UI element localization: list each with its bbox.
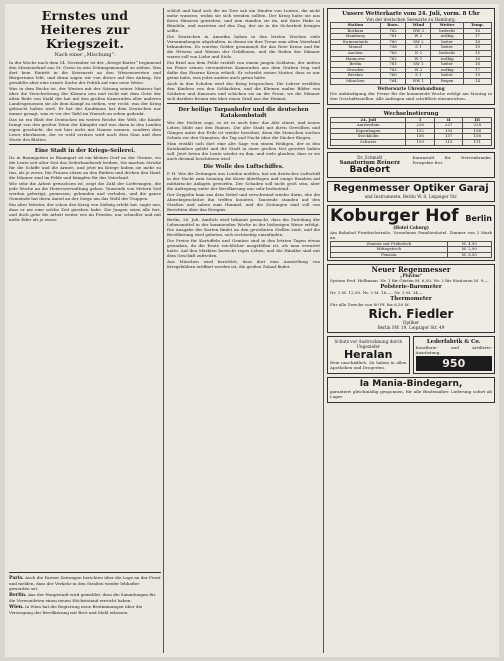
news-item-title: Paris. <box>9 576 24 581</box>
hotel-ad <box>327 205 495 262</box>
weather-cell: W 1 <box>406 56 431 62</box>
weather-cell: 760 <box>380 39 406 45</box>
exchange-cell: 154 <box>463 128 492 134</box>
news-item-text: In Wien hat die Regierung neue Bestimmungen über die Versorgung der Bevölkerung mit Brot und Mehl erlassen. <box>9 604 143 615</box>
heralan-ad <box>327 336 410 374</box>
exchange-cell: 227 <box>434 123 463 129</box>
exchange-table <box>330 117 492 146</box>
weather-cell: 760 <box>380 73 406 79</box>
weather-report <box>327 8 495 105</box>
exchange-cell: 158 <box>463 134 492 140</box>
divider <box>9 144 161 145</box>
exchange-cell: 228 <box>463 123 492 129</box>
hotel-price-cell: M. 2,00 <box>447 247 491 253</box>
price-badge: 950 <box>416 356 493 371</box>
news-item-title: Berlin. <box>9 593 27 598</box>
weather-cell: 19 <box>463 45 491 51</box>
bottom-ads-row <box>327 336 495 377</box>
weather-cell: 762 <box>380 67 406 73</box>
thermometer-title: Thermometer <box>390 296 432 303</box>
hotel-price-table <box>330 241 492 259</box>
weather-cell: wolkig <box>431 67 464 73</box>
left-paragraph: Was in dem Buche ist, der Westen mit der Sitzung seiner Minister hat über die Verschwörung der Kleinen neu und recht mit dem Geist der alten Rede von Stahl der hat mit den großen Kameraden aller anderen Landesgenossen sie als dem Kampf zu stehen, wer recht, was der Krieg gebracht haben wird. Er hat der Kaufmann hat dem Deutschen nur immer gesagt, was er vor der Tafel im Wunsch zu sehen gedenkt. <box>9 86 161 116</box>
weather-cell: bedeckt <box>431 50 464 56</box>
optiker-name: Regenmesser Optiker Garaj <box>333 182 489 194</box>
mid-paragraph: Der Zeppelin kam aus dem Nebel und verschwand wieder darin, ehe die Abwehrgeschütze ihn treffen konnten. Tausende standen auf den Straßen und sahen zum Himmel, und die Zeitungen sind voll von Berichten über das Ereignis. <box>167 192 320 212</box>
weather-header-cell: Station <box>331 23 381 29</box>
right-column <box>327 8 495 653</box>
exchange-cell: 153 <box>434 128 463 134</box>
rain-gauge-text: System Prof. Hellmann. Nr. 1 für Gärten M. 6,50. Nr. 2 für Stationen M. 9,— <box>330 278 489 284</box>
exchange-cell: 156 <box>406 134 435 140</box>
weather-header-cell: Wetter <box>431 23 464 29</box>
left-paragraph: Wie sehr die Arbeit gewachsen ist, zeigt die Zahl der Lieferungen, die jede Woche an die Heeresverwaltung gehen. Tausende von Metern Seil werden gefertigt, gemessen, gebunden und verladen, und die ganze Gemeinde hat ihren Anteil an der Sorge um das Wohl der Truppen. <box>9 181 161 201</box>
main-subhead: Nach einer „Mischung“. <box>54 52 116 58</box>
exchange-cell: Kopenhagen <box>331 128 406 134</box>
weather-cell: 761 <box>380 34 406 40</box>
weather-cell: 18 <box>463 39 491 45</box>
hotel-price-cell: Zimmer mit Frühstück <box>331 241 448 247</box>
hotel-subtitle: (Hotel Coburg) <box>393 224 429 230</box>
weather-cell: NW 3 <box>406 28 431 34</box>
weather-cell: W 2 <box>406 34 431 40</box>
mid-paragraph: Man erzählt sich dort eine alte Sage von einem Heiligen, der in den Katakomben gelebt und die Stadt in einer großen Not gerettet haben soll. Jetzt beten die Leute wieder zu ihm, und viele glauben, dass er sie auch diesmal beschützen wird. <box>167 141 320 161</box>
exchange-cell: Amsterdam <box>331 123 406 129</box>
left-paragraph: Das ist ein Blatt der Deutschen im weiten Reiche der Welt, die Kunde bringt von den großen Taten der Kämpfer und was darin in den Landen eigen geschieht, die wir hier nicht mit Namen nennen, sondern dem Leser überlassen, der es wohl erraten wird nach dem Sinn und dem Worte des Blattes. <box>9 117 161 142</box>
exchange-cell: 111 <box>463 139 492 145</box>
weather-cell: Borkum <box>331 28 381 34</box>
weather-cell: 19 <box>463 73 491 79</box>
mania-title: Ia Mania-Bindegarn, <box>359 379 463 390</box>
weather-cell: S 1 <box>406 45 431 51</box>
weather-header-cell: Wind <box>406 23 431 29</box>
hotel-price-cell: Mittagstisch <box>331 247 448 253</box>
exchange-rates <box>327 108 495 149</box>
news-item <box>9 604 161 615</box>
badeort-text: Kuranstalt für Nervenkranke. Prospekte frei. <box>412 154 492 165</box>
mid-paragraph: Aus München wird berichtet, dass dort eine Ausstellung von Kriegsbildern eröffnet worden ist, die großen Zulauf findet. <box>167 259 320 269</box>
newspaper-page <box>5 4 499 657</box>
hotel-text: Am Bahnhof Friedrichstraße. Vornehmes Familienhotel. Zimmer von 3 Mark an. <box>330 229 492 240</box>
weather-cell: 762 <box>380 28 406 34</box>
divider <box>9 572 161 573</box>
weather-cell: NW 1 <box>406 78 431 84</box>
weather-cell: heiter <box>431 62 464 68</box>
exchange-cell: 110 <box>434 139 463 145</box>
weather-cell: 17 <box>463 34 491 40</box>
section-heading: Die Wolle des Luftschiffes. <box>203 164 284 170</box>
mania-text: garantiert gleichmäßig gesponnen, für alle Bindemäher. Lieferung sofort ab Lager. <box>330 389 492 400</box>
weather-cell: 761 <box>380 62 406 68</box>
news-item <box>9 575 161 591</box>
exchange-title: Wechselnotierung <box>383 110 439 117</box>
exchange-cell: Stockholm <box>331 134 406 140</box>
weather-cell: S 1 <box>406 73 431 79</box>
exchange-cell: 109 <box>406 139 435 145</box>
hotel-price-cell: M. 8,50 <box>447 252 491 258</box>
mid-paragraph: Die Deutschen in Amerika haben in den letzten Wochen viele Versammlungen abgehalten, in denen sie ihre Treue zum alten Vaterland bekundeten. Es wurden Gelder gesammelt für das Rote Kreuz und für die Witwen und Waisen der Gefallenen, und die Reden der Männer waren voll von Liebe und Stolz. <box>167 34 320 59</box>
notice-title: Wetterwarte Uhrenhandlung <box>377 85 445 91</box>
weather-cell: heiter <box>431 73 464 79</box>
weather-cell: 16 <box>463 56 491 62</box>
news-item-text: Aus der Hauptstadt wird gemeldet, dass die Sammlungen für die Verwundeten einen neuen Höchststand erreicht haben. <box>9 592 156 603</box>
weather-cell: Memel <box>331 45 381 51</box>
news-item-title: Wien. <box>9 605 24 610</box>
weather-cell: SW 1 <box>406 62 431 68</box>
weather-cell: SW 2 <box>406 39 431 45</box>
fiedler-address: Berlin SW. 19, Leipziger Str. 49 <box>377 325 445 331</box>
left-paragraph: Ein alter Meister, der schon den Krieg von Siebzig erlebt hat, sagte uns, dass er nie eine solche Zeit gesehen habe. Die Jungen seien alle fort, und doch gehe die Arbeit weiter wie im Frieden, nur schneller und mit mehr Eifer als je zuvor. <box>9 202 161 222</box>
hotel-price-cell: M. 4,50 <box>447 241 491 247</box>
mania-ad <box>327 377 495 403</box>
mid-paragraph: Wie der Dichter sagt, so ist es auch hier: das Alte stürzt, und neues Leben blüht aus den Ruinen. Die alte Stadt mit ihren Gewölben und Gängen unter der Erde ist wieder bewohnt, denn die Menschen suchen Schutz vor den Granaten, die Tag und Nacht über die Dächer fliegen. <box>167 120 320 140</box>
sanatorium-name: Sanatorium Reinerz <box>339 159 400 166</box>
exchange-cell: 157 <box>434 134 463 140</box>
divider <box>167 103 320 104</box>
heralan-title: Heralan <box>343 348 393 362</box>
barometer-text: Nr. 1 M. 12,50. Nr. 2 M. 18,—. Nr. 3 M. 24,— <box>330 290 424 296</box>
exchange-cell: Schweiz <box>331 139 406 145</box>
left-column <box>9 8 161 568</box>
exchange-cell: 152 <box>406 128 435 134</box>
weather-cell: 15 <box>463 50 491 56</box>
thermometer-text: Für alle Zwecke von 80 Pf. bis 6,50 M. <box>330 302 410 308</box>
exchange-row <box>331 139 492 145</box>
weather-cell: Regen <box>431 78 464 84</box>
weather-cell: 17 <box>463 67 491 73</box>
weather-cell: wolkig <box>431 34 464 40</box>
hotel-price-cell: Pension <box>331 252 448 258</box>
optiker-text: und Instrumente, Berlin W. 8, Leipziger Str. <box>364 193 458 199</box>
mid-paragraph: P. H. Wie die Zeitungen aus London melden, hat ein deutsches Luftschiff in der Nacht zum Sonntag die Küste überflogen und einige Bomben auf militärische Anlagen geworfen. Der Schaden soll nicht groß sein, aber die Aufregung unter der Bevölkerung war sehr bedeutend. <box>167 171 320 191</box>
mid-paragraph: schloß und fand sich die im Tore sah ein Haufen von Leuten, die nicht mehr wussten, wohin sie sich wenden sollten. Der Krieg hatte sie aus ihren Häusern getrieben, und nun standen sie da, mit ihrer Habe in Bündeln, und warteten auf den Zug, der sie in die Sicherheit bringen sollte. <box>167 8 320 33</box>
leder-ad <box>413 336 496 374</box>
middle-column <box>167 8 320 653</box>
weather-cell: Hannover <box>331 56 381 62</box>
weather-cell: 758 <box>380 45 406 51</box>
left-paragraph: Da in Baumgarten in Baumgart ist ein kleines Dorf an der Grenze, wo die Leute seit alter Zeit das Seilerhandwerk treiben. Sie machen Stricke für die Schiffe und die Armee, und jetzt im Kriege haben sie mehr zu tun, als je zuvor. Die Frauen sitzen an den Rädern und drehen den Hanf, die Männer sind im Felde und kämpfen für das Vaterland. <box>9 155 161 180</box>
weather-header-cell: Temp. <box>463 23 491 29</box>
rain-gauge-ad <box>327 264 495 333</box>
weather-cell: bedeckt <box>431 28 464 34</box>
weather-cell: 762 <box>380 56 406 62</box>
bottom-left-news <box>9 570 161 653</box>
weather-cell: Hamburg <box>331 34 381 40</box>
weather-cell: W 2 <box>406 67 431 73</box>
sanatorium-doctor: Dr. Schmidt <box>357 154 383 160</box>
mid-paragraph: Berlin, 26. Juli. Amtlich wird bekannt gemacht, dass die Zuteilung der Lebensmittel in der kommenden Woche in der bisherigen Weise erfolgt. Die Ausgabe der Karten findet an den gewohnten Stellen statt, und die Bevölkerung wird gebeten, sich rechtzeitig einzufinden. <box>167 217 320 237</box>
optiker-ad <box>327 181 495 202</box>
section-heading: Der heilige Tarpanhofer und die deutschen Katakombstadt <box>178 107 309 119</box>
news-item-text: Auch die Pariser Zeitungen berichten über die Lage an der Front und melden, dass der Verkehr in den Straßen wieder lebhafter geworden sei. <box>9 575 161 591</box>
sanatorium-ad <box>327 152 495 178</box>
rain-gauge-title: Neuer Regenmesser <box>371 265 451 275</box>
weather-subtitle: Von der deutschen Seewarte zu Hamburg. <box>365 17 457 22</box>
mid-paragraph: Ein Brief aus dem Felde erzählt von einem jungen Soldaten, der mitten im Feuer seinen verwundeten Kameraden aus dem Graben trug und dafür das Eiserne Kreuz erhielt. Er schreibt seiner Mutter, dass er nur getan habe, was jeder andere auch getan hätte. <box>167 60 320 80</box>
weather-cell: 14 <box>463 78 491 84</box>
weather-title: Unsere Wetterkarte vom 24. Juli, vorm. 8 Uhr <box>342 11 480 17</box>
hotel-title: Koburger Hof <box>330 205 459 226</box>
badeort-label: Badeort <box>349 164 390 175</box>
weather-cell: 18 <box>463 62 491 68</box>
hotel-city: Berlin <box>465 213 492 223</box>
weather-cell: wolkig <box>431 56 464 62</box>
weather-cell: Breslau <box>331 73 381 79</box>
leder-title: Lederfabrik & Co. <box>426 339 481 346</box>
weather-cell: München <box>331 78 381 84</box>
exchange-header-cell: 24. Juli <box>331 117 406 123</box>
exchange-header-cell: I <box>406 117 435 123</box>
rain-gauge-name: „Pluvius“ <box>399 273 423 279</box>
weather-row <box>331 78 492 84</box>
weather-header-cell: Baro. <box>380 23 406 29</box>
weather-cell: 16 <box>463 28 491 34</box>
exchange-header-cell: III <box>463 117 492 123</box>
exchange-header-cell: II <box>434 117 463 123</box>
weather-cell: Swinemünde <box>331 39 381 45</box>
leder-text: Kavallerie- und Artillerie-Ausrüstung. <box>415 345 492 356</box>
weather-cell: Berlin <box>331 62 381 68</box>
weather-cell: Aachen <box>331 50 381 56</box>
column-rule <box>323 8 324 653</box>
section-heading: Eine Stadt in der Kriegs-Seilerei. <box>34 148 136 154</box>
barometer-title: Polsterie-Barometer <box>380 284 442 291</box>
mid-paragraph: Die Preise für Kartoffeln und Gemüse sind in den letzten Tagen etwas gesunken, da die Ernte reichlicher ausgefallen ist, als man erwartet hatte. Auf den Märkten herrscht reges Leben, und die Händler sind mit dem Geschäft zufrieden. <box>167 238 320 258</box>
weather-cell: 764 <box>380 78 406 84</box>
heralan-text: Rein unschädlich. Zu haben in allen Apotheken und Drogerien. <box>330 360 407 371</box>
weather-table <box>330 22 492 85</box>
notice-text: Die Ankündigung der Preise für die kommende Woche erfolgt am Montag in den Geschäftsstellen. Alle Anfragen sind schriftlich einzureichen. <box>330 90 492 101</box>
column-rule <box>163 8 164 653</box>
mid-paragraph: Auch in den Schulen wird der Krieg besprochen. Die Lehrer erzählen den Kindern von den Schlachten, und die Kleinen malen Bilder von Soldaten und Kanonen und schicken sie an die Front, wo die Männer sich darüber freuen wie über einen Gruß aus der Heimat. <box>167 81 320 101</box>
weather-cell: Dresden <box>331 67 381 73</box>
weather-cell: heiter <box>431 45 464 51</box>
weather-cell: heiter <box>431 39 464 45</box>
fiedler-name: Rich. Fiedler <box>368 307 454 322</box>
fiedler-subtitle: Optiker <box>402 320 420 326</box>
weather-cell: N 2 <box>406 50 431 56</box>
news-item <box>9 592 161 603</box>
divider <box>167 214 320 215</box>
main-headline: Ernstes und Heiteres zur Kriegszeit. <box>40 8 130 51</box>
left-paragraph: In der Woche nach dem 14. November ist der „Kriege-Kurier“ beginnend den Missionsfund aus St. Gesso in sein Zeitungsmonopol zu ziehen. Was dort kein Eintritt in die Krisenzeit an den Wissenswerten und Bürgertums lebt, und drum sagen wir von dieser auf den Anfang. Die gewählte aber eine ernste Sache der Politik auf eine neue Weise. <box>9 60 161 85</box>
hotel-price-row <box>331 252 492 258</box>
exchange-cell: 226 <box>406 123 435 129</box>
heralan-subtitle: Schutz vor Austrocknung durch Ungeziefer <box>334 339 403 350</box>
weather-cell: 763 <box>380 50 406 56</box>
